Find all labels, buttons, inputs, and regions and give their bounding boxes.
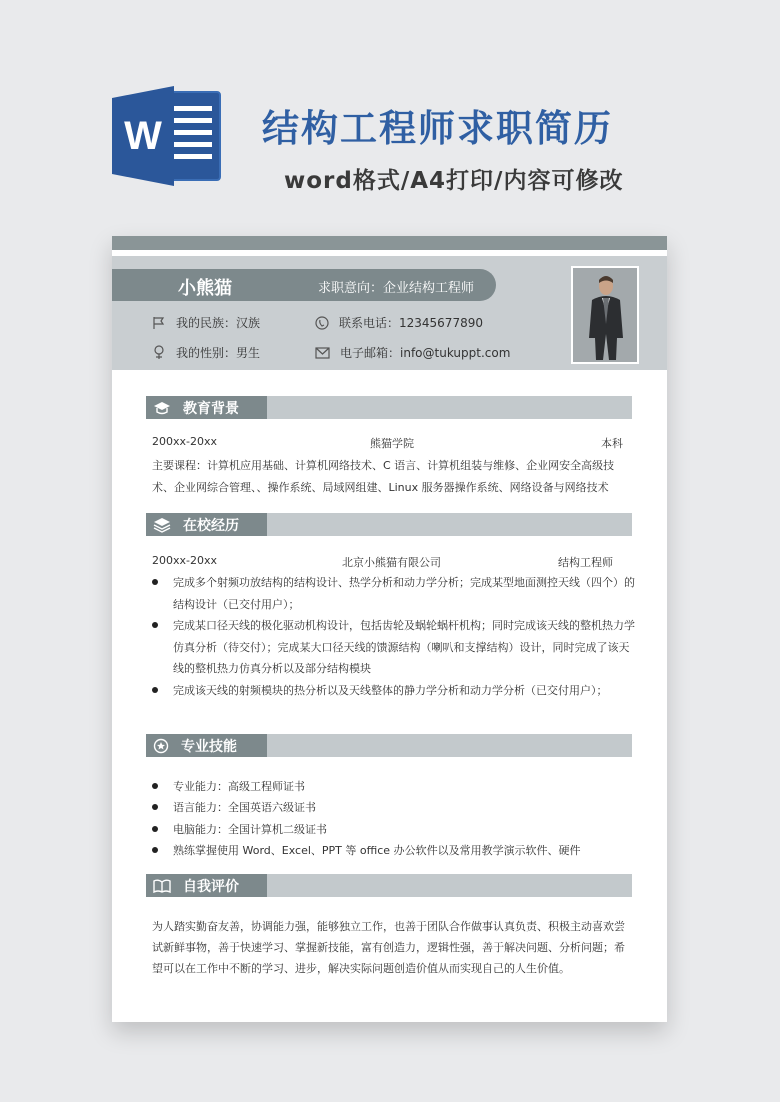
skills-title: 专业技能	[181, 738, 237, 755]
education-courses-line2: 术、企业网综合管理、、操作系统、局域网组建、Linux 服务器操作系统、网络设备与网络技术	[152, 481, 609, 494]
layers-icon	[153, 517, 171, 533]
svg-text:W: W	[124, 114, 162, 158]
info-ethnicity	[152, 314, 260, 331]
education-courses-line1: 主要课程：计算机应用基础、计算机网络技术、C 语言、计算机组装与维修、企业网安全高级技	[152, 459, 615, 472]
education-period: 200xx-20xx	[152, 435, 218, 448]
experience-bullet: 完成某口径天线的极化驱动机构设计，包括齿轮及蜗轮蜗杆机构；同时完成该天线的整机热力学仿真分析（待交付）；完成某大口径天线的馈源结构（喇叭和支撑结构）设计，同时完成了该天线的整机热力仿真分析以及部分结构模块	[152, 615, 637, 680]
phone-text: 联系电话：12345677890	[339, 316, 483, 330]
skill-item: 语言能力：全国英语六级证书	[152, 797, 637, 819]
skill-item: 熟练掌握使用 Word、Excel、PPT 等 office 办公软件以及常用教学演示软件、硬件	[152, 840, 637, 862]
experience-bullet: 完成多个射频功放结构的结构设计、热学分析和动力学分析；完成某型地面测控天线（四个）的结构设计（已交付用户）；	[152, 572, 637, 615]
gender-text: 我的性别：男生	[176, 346, 261, 360]
education-degree: 本科	[601, 437, 623, 450]
job-intent: 求职意向：企业结构工程师	[318, 281, 475, 296]
graduation-cap-icon	[153, 401, 171, 415]
gender-icon	[152, 345, 166, 360]
education-header	[146, 396, 632, 419]
self-eval-text: 为人踏实勤奋友善，协调能力强，能够独立工作，也善于团队合作做事认真负责、积极主动喜欢尝试新鲜事物，善于快速学习、掌握新技能，富有创造力，逻辑性强，善于解决问题、分析问题；希望可以在工作中不断的学习、进步，解决实际问题创造价值从而实现自己的人生价值。	[152, 920, 625, 975]
skills-header	[146, 734, 632, 757]
word-logo-icon	[112, 84, 224, 188]
candidate-name: 小熊猫	[178, 278, 232, 299]
experience-title: 在校经历	[183, 517, 239, 534]
resume-page	[112, 236, 667, 1022]
profile-photo	[571, 266, 639, 364]
book-icon	[153, 879, 171, 893]
info-gender	[152, 344, 260, 361]
education-school: 熊猫学院	[370, 437, 414, 450]
education-title: 教育背景	[183, 400, 239, 417]
experience-header	[146, 513, 632, 536]
email-text: 电子邮箱：info@tukuppt.com	[340, 346, 511, 360]
person-photo-icon	[573, 268, 637, 362]
experience-bullet: 完成该天线的射频模块的热分析以及天线整体的静力学分析和动力学分析（已交付用户）；	[152, 680, 637, 702]
info-phone	[315, 314, 483, 331]
flag-icon	[152, 316, 166, 330]
experience-company: 北京小熊猫有限公司	[342, 556, 441, 569]
info-email	[315, 344, 510, 361]
award-icon	[153, 738, 169, 754]
self-eval-header	[146, 874, 632, 897]
top-strip	[112, 236, 667, 250]
skill-item: 专业能力：高级工程师证书	[152, 776, 637, 798]
banner	[0, 0, 780, 230]
envelope-icon	[315, 347, 330, 359]
skill-item: 电脑能力：全国计算机二级证书	[152, 819, 637, 841]
experience-period: 200xx-20xx	[152, 554, 218, 567]
banner-subtitle: word格式/A4打印/内容可修改	[284, 168, 624, 194]
ethnicity-text: 我的民族：汉族	[176, 316, 261, 330]
banner-title: 结构工程师求职简历	[262, 107, 613, 150]
self-eval-title: 自我评价	[183, 878, 239, 895]
phone-icon	[315, 316, 329, 330]
experience-position: 结构工程师	[558, 556, 613, 569]
